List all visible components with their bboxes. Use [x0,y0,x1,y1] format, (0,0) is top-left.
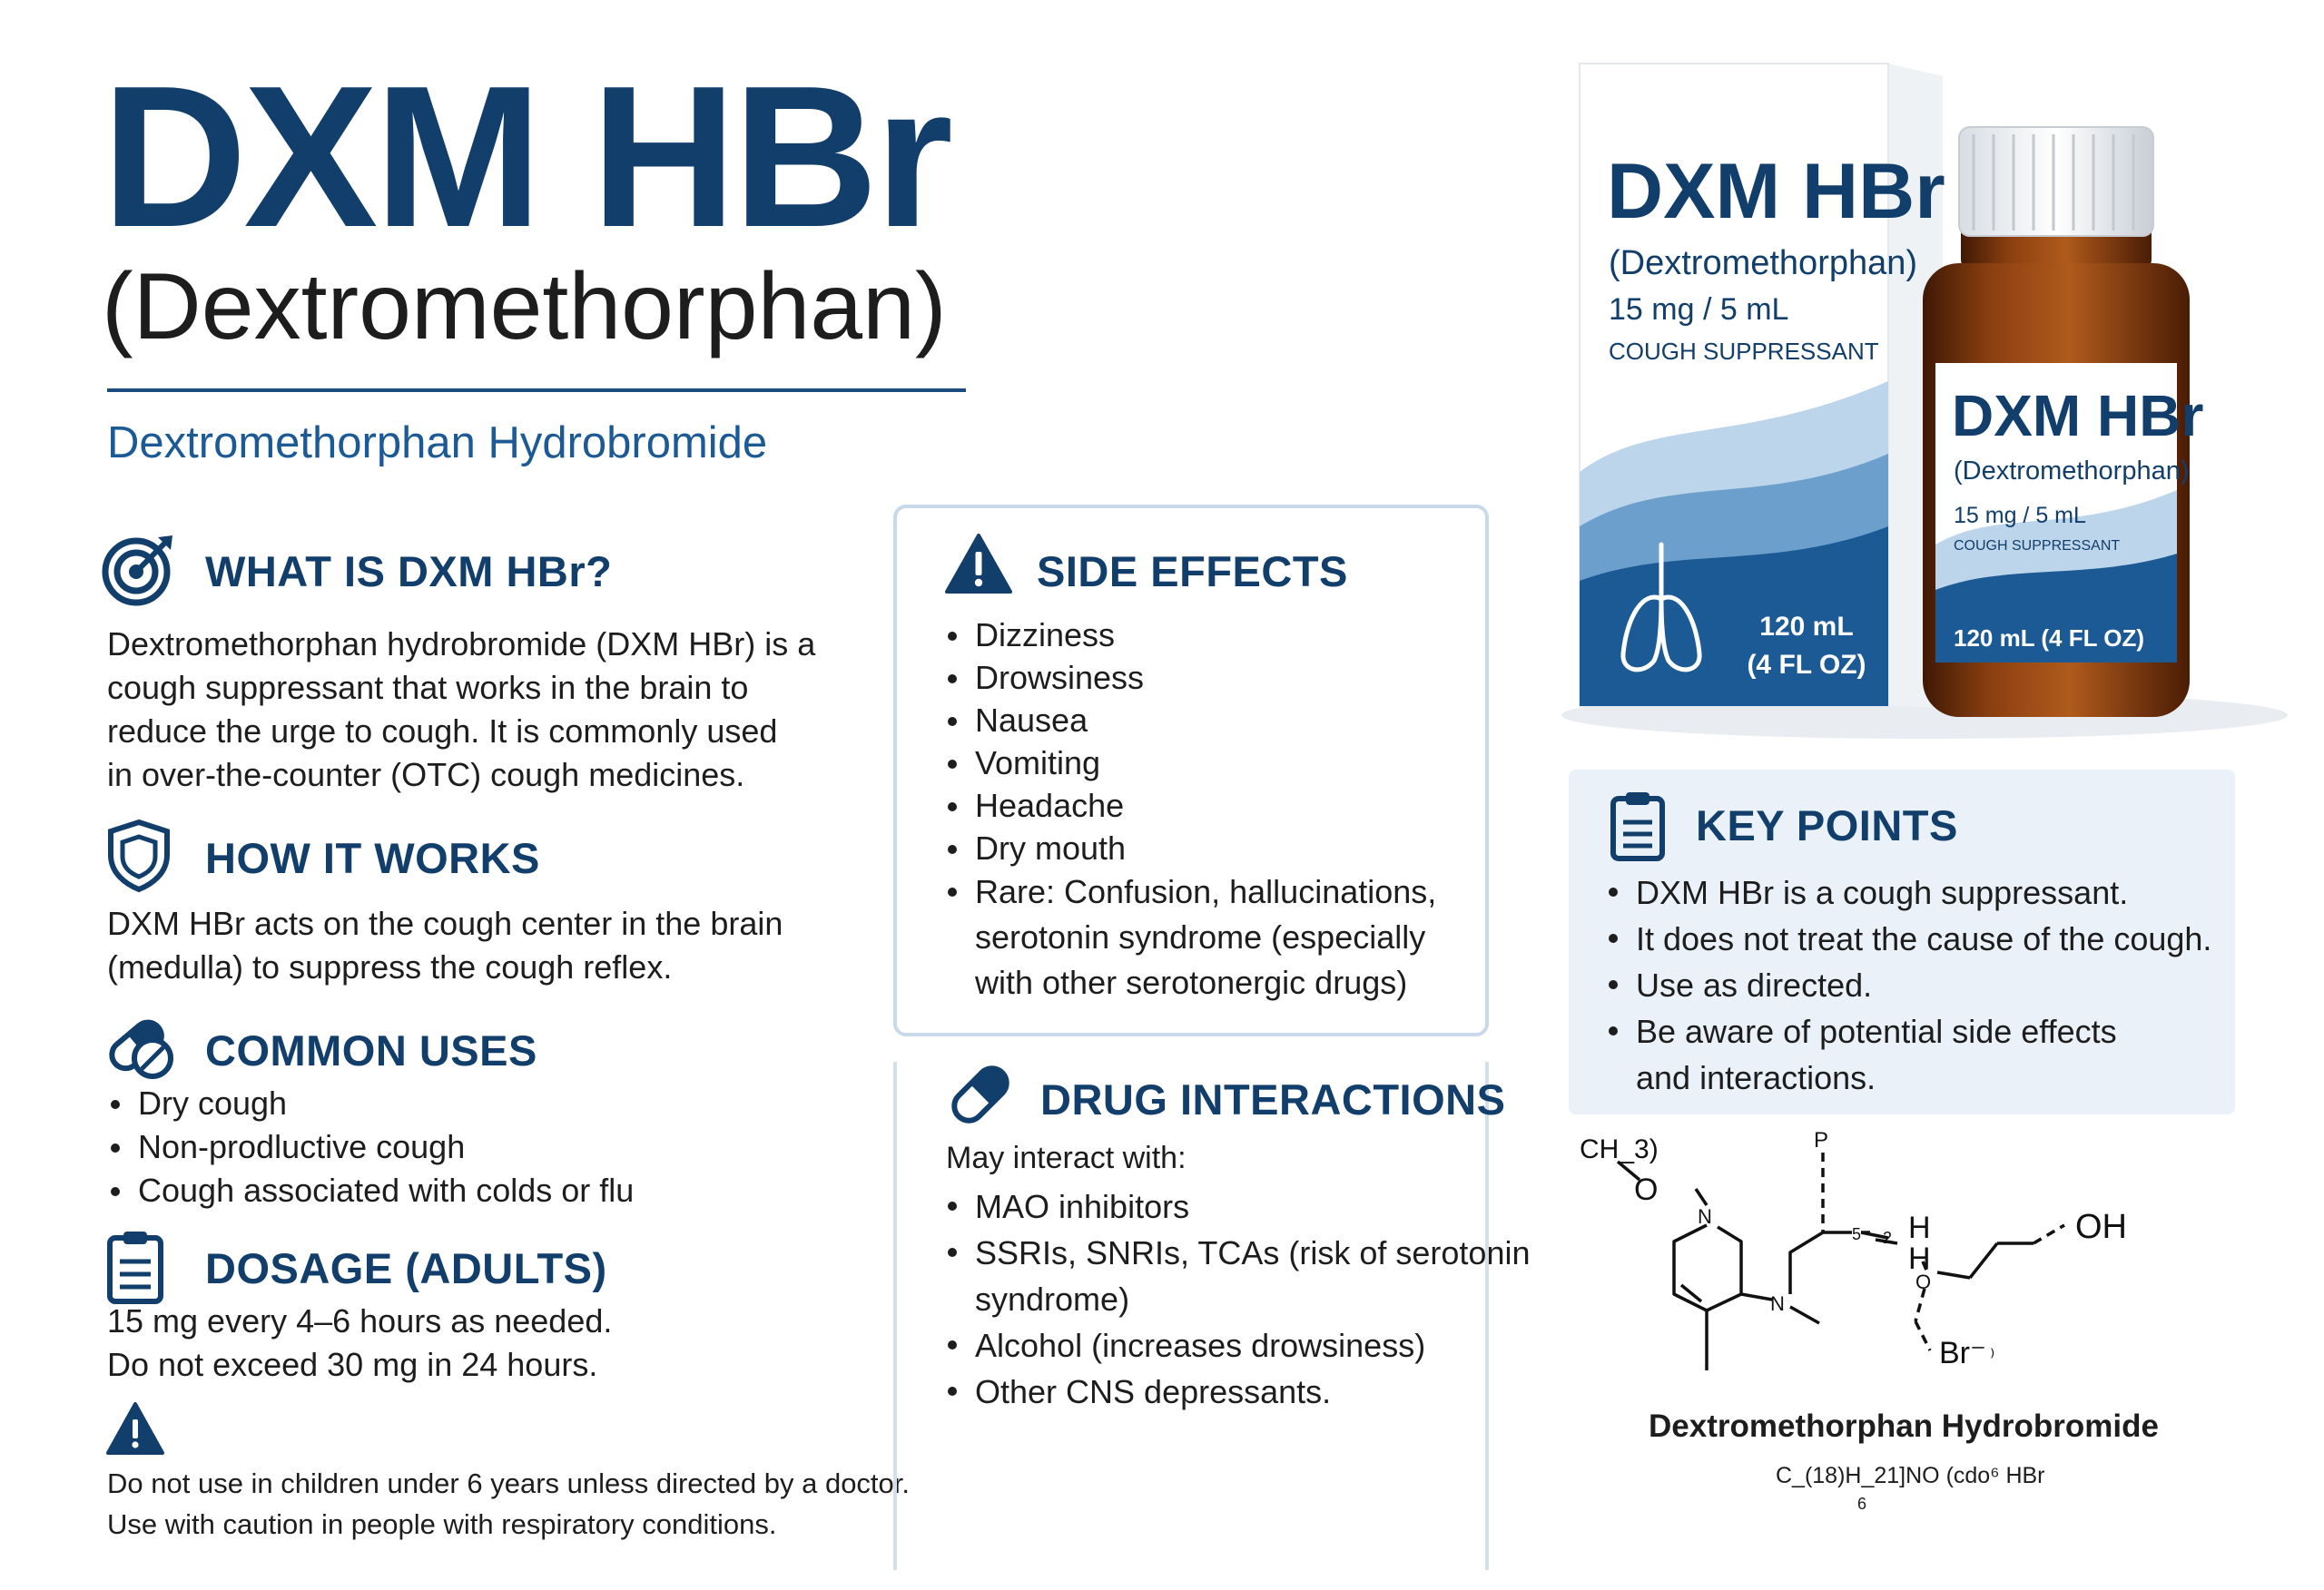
capsule-icon [944,1058,1017,1131]
interactions-list [944,1183,1531,1415]
list-item: Dry cough [107,1082,634,1125]
svg-text:Br⁻: Br⁻ [1939,1336,1986,1370]
how-it-works-text: DXM HBr acts on the cough center in the brain (medulla) to suppress the cough reflex. [107,905,783,986]
list-item: Alcohol (increases drowsiness) [944,1322,1531,1369]
dosage-heading: DOSAGE (ADULTS) [205,1244,607,1292]
dosage-text: 15 mg every 4–6 hours as needed. Do not exceed 30 mg in 24 hours. [107,1302,613,1383]
interactions-intro: May interact with: [946,1141,1187,1175]
page-title: DXM HBr [102,44,950,270]
svg-text:(Dextromethorphan): (Dextromethorphan) [1954,456,2190,486]
svg-text:120 mL (4 FL OZ): 120 mL (4 FL OZ) [1954,624,2144,652]
list-item: Dizziness [944,613,1436,656]
list-item: Nausea [944,699,1436,741]
svg-text:120 mL: 120 mL [1759,612,1854,642]
side-effects-heading: SIDE EFFECTS [1037,547,1348,595]
full-name: Dextromethorphan Hydrobromide [107,418,768,467]
svg-text:O: O [1634,1173,1659,1207]
common-uses-heading: COMMON USES [205,1026,537,1075]
key-points-list [1605,869,2211,1101]
svg-text:H: H [1908,1242,1931,1276]
svg-text:DXM HBr: DXM HBr [1607,148,1945,235]
page-subtitle: (Dextromethorphan) [102,254,947,359]
list-item: DXM HBr is a cough suppressant. [1605,869,2211,916]
product-image [1543,36,2324,744]
svg-text:DXM HBr: DXM HBr [1952,383,2204,448]
list-item: SSRIs, SNRIs, TCAs (risk of serotonin syndrome) [944,1230,1531,1322]
list-item: Headache [944,784,1436,827]
clipboard-icon [105,1229,165,1305]
key-points-heading: KEY POINTS [1696,801,1958,849]
svg-text:COUGH SUPPRESSANT: COUGH SUPPRESSANT [1954,538,2121,554]
molecule-structure [1580,1125,2215,1398]
interactions-heading: DRUG INTERACTIONS [1040,1075,1506,1124]
svg-text:OH: OH [2075,1208,2127,1246]
how-it-works-heading: HOW IT WORKS [205,834,540,882]
svg-text:15 mg / 5 mL: 15 mg / 5 mL [1609,292,1789,327]
what-is-heading: WHAT IS DXM HBr? [205,547,613,595]
list-item: Be aware of potential side effects and interactions. [1605,1008,2211,1101]
title-divider [107,388,966,392]
svg-text:CH_3): CH_3) [1580,1134,1659,1164]
warning-icon [105,1401,165,1456]
list-item: Other CNS depressants. [944,1369,1531,1415]
svg-text:5: 5 [1852,1225,1862,1243]
list-item: Non-prodluctive cough [107,1125,634,1169]
svg-text:H: H [1908,1211,1931,1245]
svg-text:N: N [1770,1292,1785,1315]
svg-text:(Dextromethorphan): (Dextromethorphan) [1609,244,1918,282]
svg-text:COUGH SUPPRESSANT: COUGH SUPPRESSANT [1609,338,1879,365]
svg-text:2: 2 [1883,1229,1893,1247]
list-item: Vomiting [944,741,1436,784]
svg-text:O: O [1915,1271,1932,1293]
common-uses-list [107,1082,634,1212]
clipboard-icon [1609,790,1667,862]
svg-text:15 mg / 5 mL: 15 mg / 5 mL [1954,503,2086,528]
svg-text:P: P [1814,1128,1829,1153]
list-item: Drowsiness [944,656,1436,699]
warning-icon [944,532,1013,595]
svg-text:N: N [1698,1205,1712,1228]
what-is-text: Dextromethorphan hydrobromide (DXM HBr) is a cough suppressant that works in the brain to reduce the urge to cough. It is commonly used in over-the-counter (OTC) cough medicines. [107,625,816,793]
list-item: It does not treat the cause of the cough. [1605,916,2211,962]
list-item: MAO inhibitors [944,1183,1531,1230]
svg-text:(4 FL OZ): (4 FL OZ) [1747,650,1866,680]
list-item: Use as directed. [1605,962,2211,1008]
side-effects-list [944,613,1436,1006]
shield-icon [105,819,172,893]
list-item: Rare: Confusion, hallucinations, serotonin syndrome (especially with other serotonergic drugs) [944,869,1436,1006]
list-item: Cough associated with colds or flu [107,1169,634,1212]
warning-text: Do not use in children under 6 years unless directed by a doctor. Use with caution in people with respiratory conditions. [107,1467,911,1540]
svg-text:⁾: ⁾ [1990,1345,1995,1368]
list-item: Dry mouth [944,827,1436,869]
molecule-formula: C_(18)H_21]NO (cdo⁶ HBr 6 [1776,1463,2045,1513]
target-icon [100,532,176,608]
molecule-name: Dextromethorphan Hydrobromide [1649,1408,2159,1444]
pills-icon [102,1009,180,1080]
